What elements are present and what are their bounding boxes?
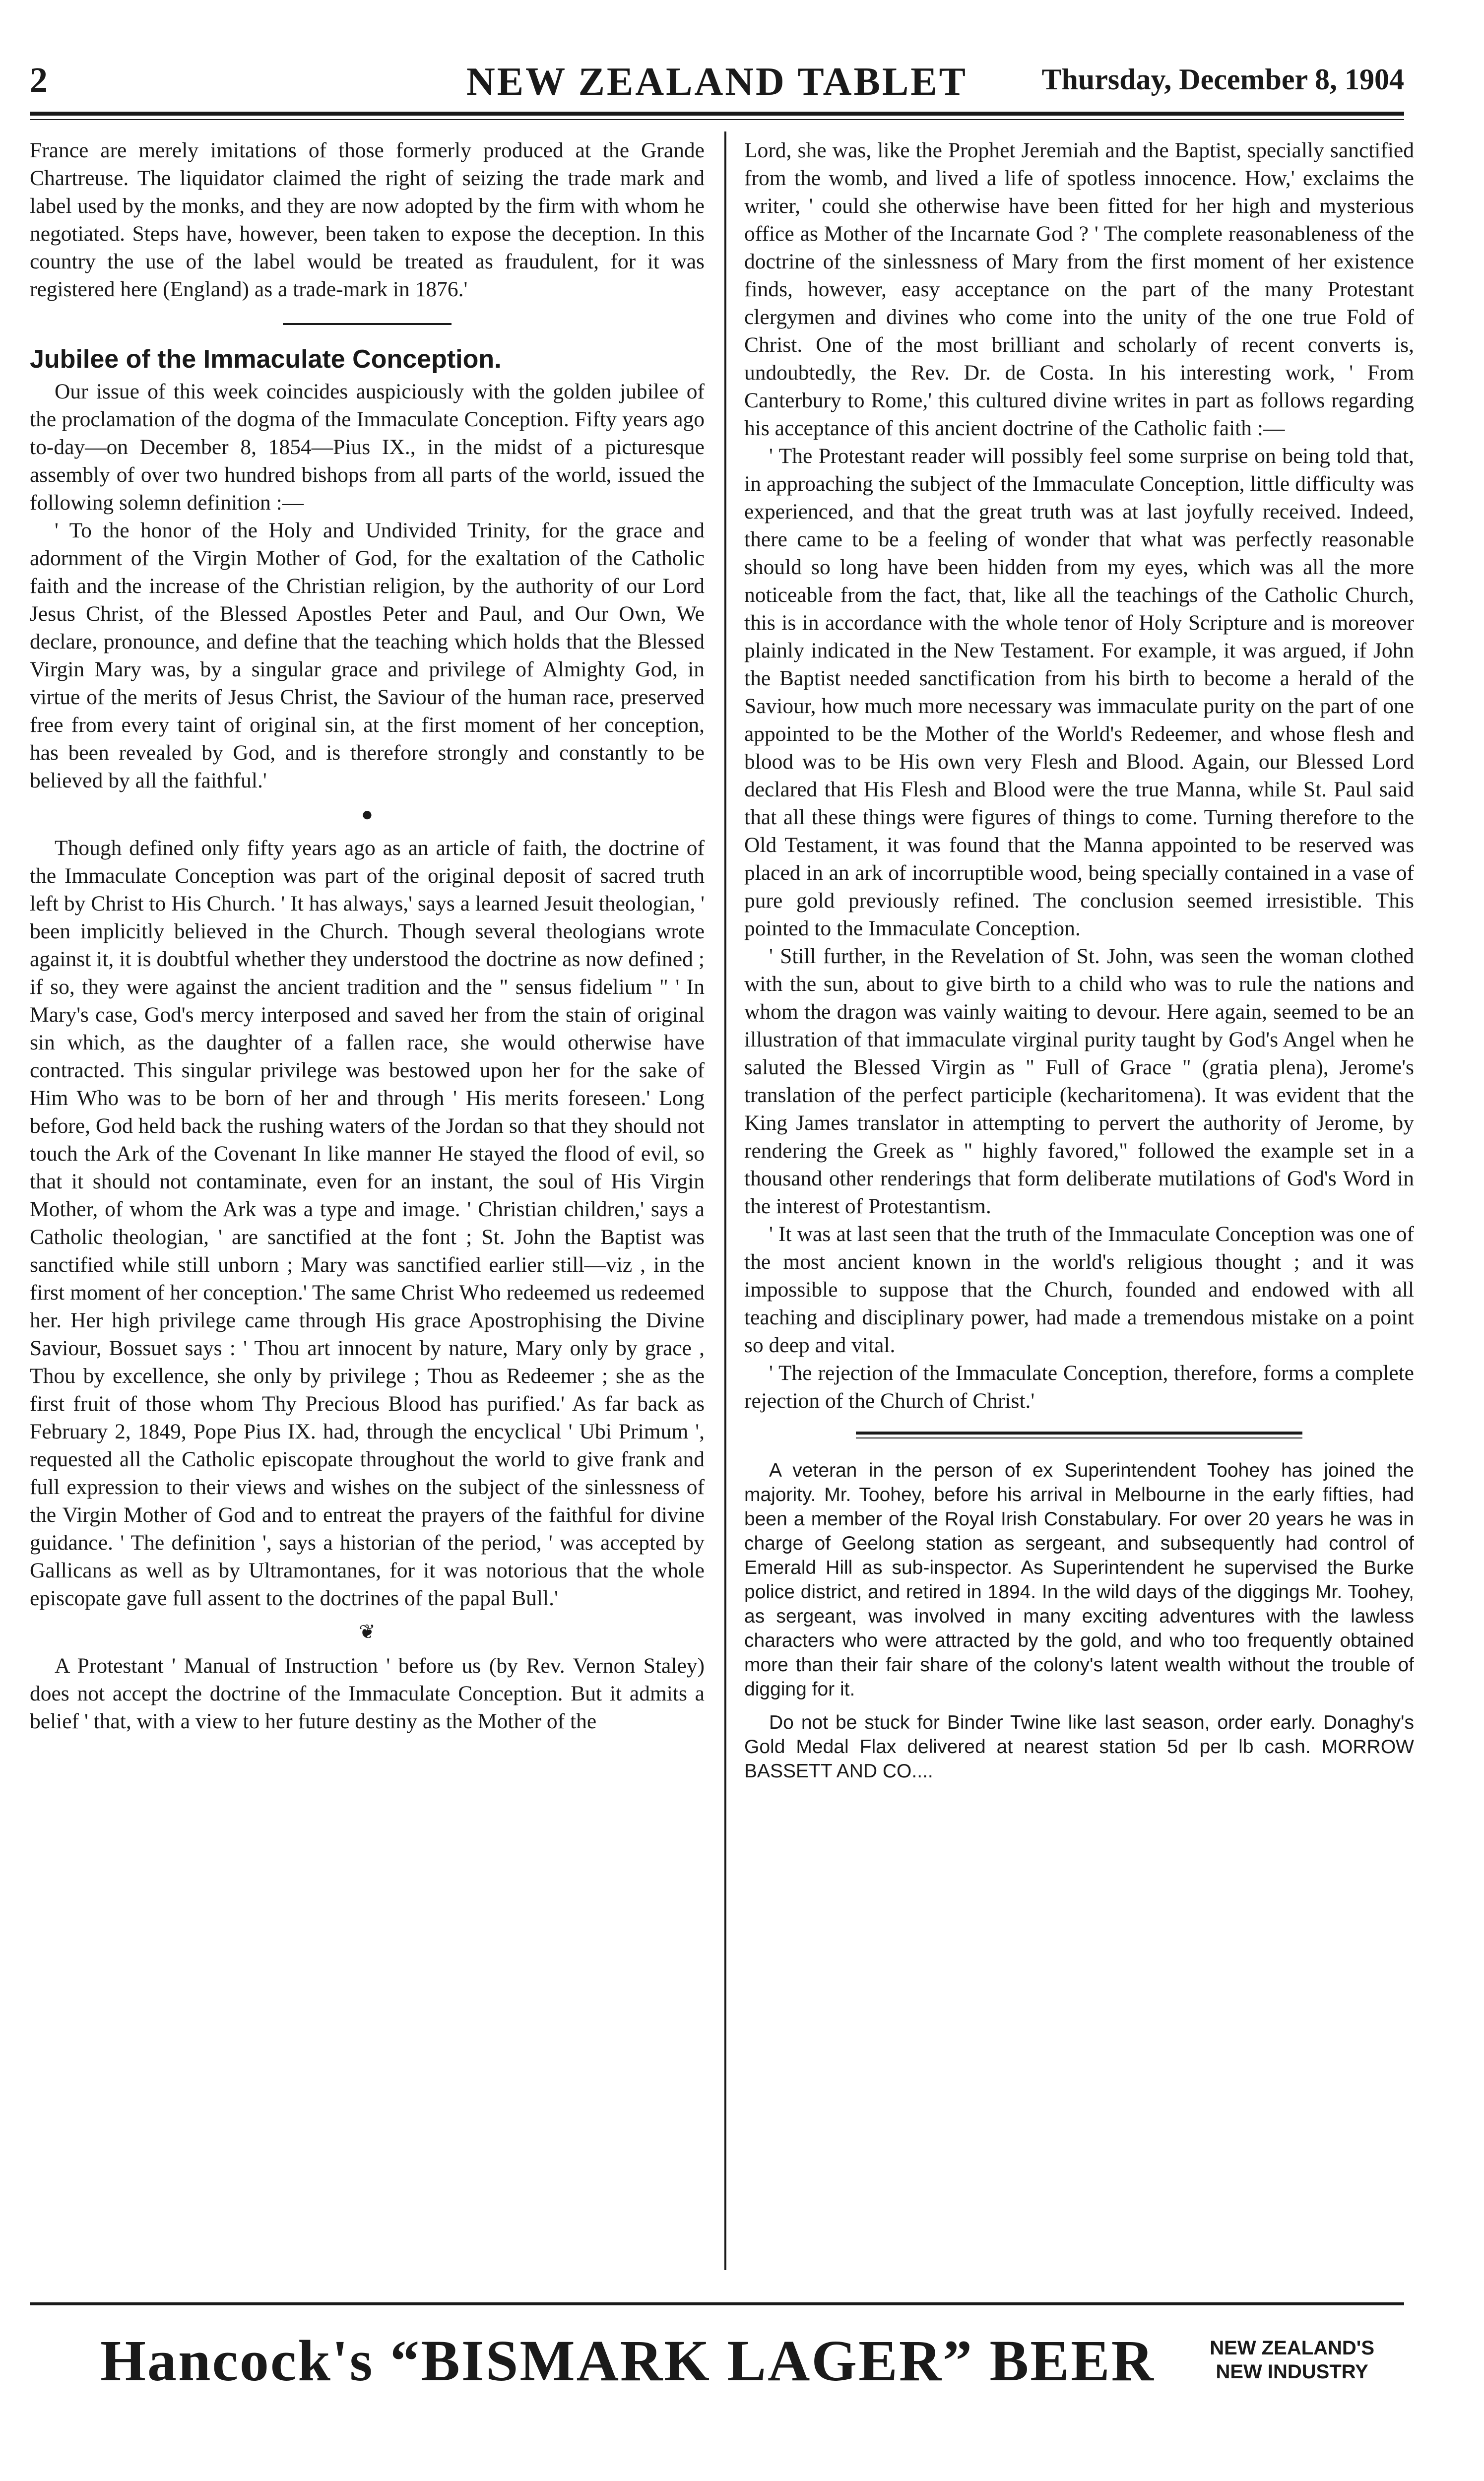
advert-banner — [30, 2317, 1404, 2416]
masthead — [30, 60, 1404, 114]
advert-tag — [1210, 2336, 1374, 2384]
footer-rule — [30, 2302, 1404, 2305]
advert-tag-line2: NEW INDUSTRY — [1216, 2361, 1368, 2383]
advert-tag-line1: NEW ZEALAND'S — [1210, 2337, 1374, 2359]
article-paragraph: ' The rejection of the Immaculate Conception, therefore, forms a complete rejection of the Church of Christ.' — [744, 1361, 1414, 1413]
header-rule — [30, 112, 1404, 116]
article-paragraph: Though defined only fifty years ago as an article of faith, the doctrine of the Immaculate Conception was part of the original deposit of sacred truth left by Christ to His Church. ' It has always,' says a learned Jesuit theologian, ' been implicitly believed in the Church. Though several theologians wrote against it, it is doubtful whether they understood the doctrine as now defined ; if so, they were against the ancient tradition and the " sensus fidelium " ' In Mary's case, God's mercy interposed and saved her from the stain of original sin which, as the daughter of a fallen race, she would otherwise have contracted. This singular privilege was bestowed upon her for the sake of Him Who was to be born of her and through ' His merits foreseen.' Long before, God held back the rushing waters of the Jordan so that they should not touch the Ark of the Covenant In like manner He stayed the flood of evil, so that it should not contaminate, even for an instant, the soul of His Virgin Mother, of whom the Ark was a type and image. ' Christian children,' says a Catholic theologian, ' are sanctified at the font ; St. John the Baptist was sanctified while still unborn ; Mary was sanctified earlier still—viz , in the first moment of her conception.' The same Christ Who redeemed us redeemed her. Her high privilege came through His grace Apostrophising the Divine Saviour, Bossuet says : ' Thou art innocent by nature, Mary only by grace , Thou by excellence, she only by privilege ; Thou as Redeemer ; she as the first fruit of those whom Thy Precious Blood has purified.' As far back as February 2, 1849, Pope Pius IX. had, through the encyclical ' Ubi Primum ', requested all the Catholic episcopate throughout the world to give frank and full expression to their views and wishes on the subject of the sinlessness of the Virgin Mother of God and to entreat the prayers of the faithful for divine guidance. ' The definition ', says a historian of the period, ' was accepted by Gallicans as well as by Ultramontanes, for it was notorious that the whole episcopate gave full assent to the doctrines of the papal Bull.' — [30, 836, 705, 1610]
advert-text: Hancock's “BISMARK LAGER” BEER — [100, 2328, 1155, 2393]
article-paragraph: A Protestant ' Manual of Instruction ' before us (by Rev. Vernon Staley) does not accept the doctrine of the Immaculate Conception. But it admits a belief ' that, with a view to her future destiny as the Mother of the — [30, 1654, 705, 1733]
ornament-dot: ● — [361, 803, 374, 825]
article-paragraph: Lord, she was, like the Prophet Jeremiah and the Baptist, specially sanctified from the womb, and lived a life of spotless innocence. How,' exclaims the writer, ' could she otherwise have been fitted for her high and mysterious office as Mother of the Incarnate God ? ' The complete reasonableness of the doctrine of the sinlessness of Mary from the first moment of her existence finds, however, easy acceptance on the part of the many Protestant clergymen and divines who come into the unity of the one true Fold of Christ. One of the most brilliant and scholarly of recent converts is, undoubtedly, the Rev. Dr. de Costa. In his interesting work, ' From Canterbury to Rome,' this cultured divine writes in part as follows regarding his acceptance of this ancient doctrine of the Catholic faith :— — [744, 138, 1414, 440]
ornament-mark: ❦ — [359, 1621, 376, 1643]
news-item: A veteran in the person of ex Superintendent Toohey has joined the majority. Mr. Toohey, before his arrival in Melbourne in the early fifties, had been a member of the Royal Irish Constabulary. For over 20 years he was in charge of Geelong station as sergeant, and subsequently had control of Emerald Hill as sub-inspector. As Superintendent he supervised the Burke police district, and retired in 1894. In the wild days of the diggings Mr. Toohey, as sergeant, was involved in many exciting adventures with the lawless characters who were attracted by the gold, and who too frequently obtained more than their fair share of the colony's latent wealth without the trouble of digging for it. — [744, 1460, 1414, 1700]
article-paragraph: ' Still further, in the Revelation of St. John, was seen the woman clothed with the sun, about to give birth to a child who was to rule the nations and whom the dragon was vainly waiting to devour. Here again, seemed to be an illustration of that immaculate virginal purity taught by God's Angel when he saluted the Blessed Virgin as " Full of Grace " (gratia plena), Jerome's translation of the perfect participle (kecharitomena). It was evident that the King James translator in attempting to pervert the authority of Jerome, by rendering the Greek as " highly favored," followed the example set in a thousand other renderings that form deliberate mutilations of God's Word in the interest of Protestantism. — [744, 944, 1414, 1218]
left-column — [30, 136, 705, 2290]
article-paragraph: ' It was at last seen that the truth of the Immaculate Conception was one of the most ancient known in the world's religious thought ; and it was impossible to suppose that the Church, founded and endowed with all teaching and disciplinary power, had made a tremendous mistake on a point so deep and vital. — [744, 1222, 1414, 1357]
news-items — [744, 1458, 1414, 1783]
article-heading: Jubilee of the Immaculate Conception. — [30, 345, 502, 374]
page-number: 2 — [30, 60, 48, 100]
definition-quote: ' To the honor of the Holy and Undivided Trinity, for the grace and adornment of the Virgin Mother of God, for the exaltation of the Catholic faith and the increase of the Christian religion, by the authority of our Lord Jesus Christ, of the Blessed Apostles Peter and Paul, and Our Own, We declare, pronounce, and define that the teaching which holds that the Blessed Virgin Mary was, by a singular grace and privilege of Almighty God, in virtue of the merits of Jesus Christ, the Saviour of the human race, preserved free from every taint of original sin, at the first moment of her conception, has been revealed by God, and is therefore strongly and constantly to be believed by all the faithful.' — [30, 519, 705, 792]
column-divider — [724, 131, 726, 2270]
section-separator — [283, 323, 452, 325]
article-paragraph: ' The Protestant reader will possibly feel some surprise on being told that, in approaching the subject of the Immaculate Conception, little difficulty was experienced, and that the great truth was at last joyfully received. Indeed, there came to be a feeling of wonder that what was perfectly reasonable should so long have been hidden from my eyes, which was all the more noticeable from the fact, that, like all the teachings of the Catholic Church, this is in accordance with the whole tenor of Holy Scripture and is moreover plainly indicated in the New Testament. For example, it was argued, if John the Baptist needed sanctification from his birth to become a herald of the Saviour, how much more necessary was immaculate purity on the part of one appointed to be the Mother of the World's Redeemer, and whose flesh and blood was to be His own very Flesh and Blood. Again, our Blessed Lord declared that His Flesh and Blood were the true Manna, while St. Paul said that all these things were figures of things to come. Turning therefore to the Old Testament, it was found that the Manna appointed to be reserved was placed in an ark of incorruptible wood, being specially contained in a vase of pure gold previously refined. The conclusion seemed irresistible. This pointed to the Immaculate Conception. — [744, 444, 1414, 940]
paper-title: NEW ZEALAND TABLET — [466, 60, 968, 104]
right-column — [744, 136, 1414, 2290]
header-rule-thin — [30, 119, 1404, 120]
article-paragraph: Our issue of this week coincides auspiciously with the golden jubilee of the proclamation of the dogma of the Immaculate Conception. Fifty years ago to-day—on December 8, 1854—Pius IX., in the midst of a picturesque assembly of over two hundred bishops from all parts of the world, issued the following solemn definition :— — [30, 380, 705, 515]
news-item: Do not be stuck for Binder Twine like last season, order early. Donaghy's Gold Medal Flax delivered at nearest station 5d per lb cash. MORROW BASSETT AND CO.... — [744, 1712, 1414, 1782]
news-separator — [856, 1432, 1302, 1438]
issue-date: Thursday, December 8, 1904 — [1041, 63, 1404, 96]
intro-paragraph: France are merely imitations of those formerly produced at the Grande Chartreuse. The liquidator claimed the right of seizing the trade mark and label used by the monks, and they are now adopted by the firm with whom he negotiated. Steps have, however, been taken to expose the deception. In this country the use of the label would be treated as fraudulent, for it was registered here (England) as a trade-mark in 1876.' — [30, 138, 705, 301]
